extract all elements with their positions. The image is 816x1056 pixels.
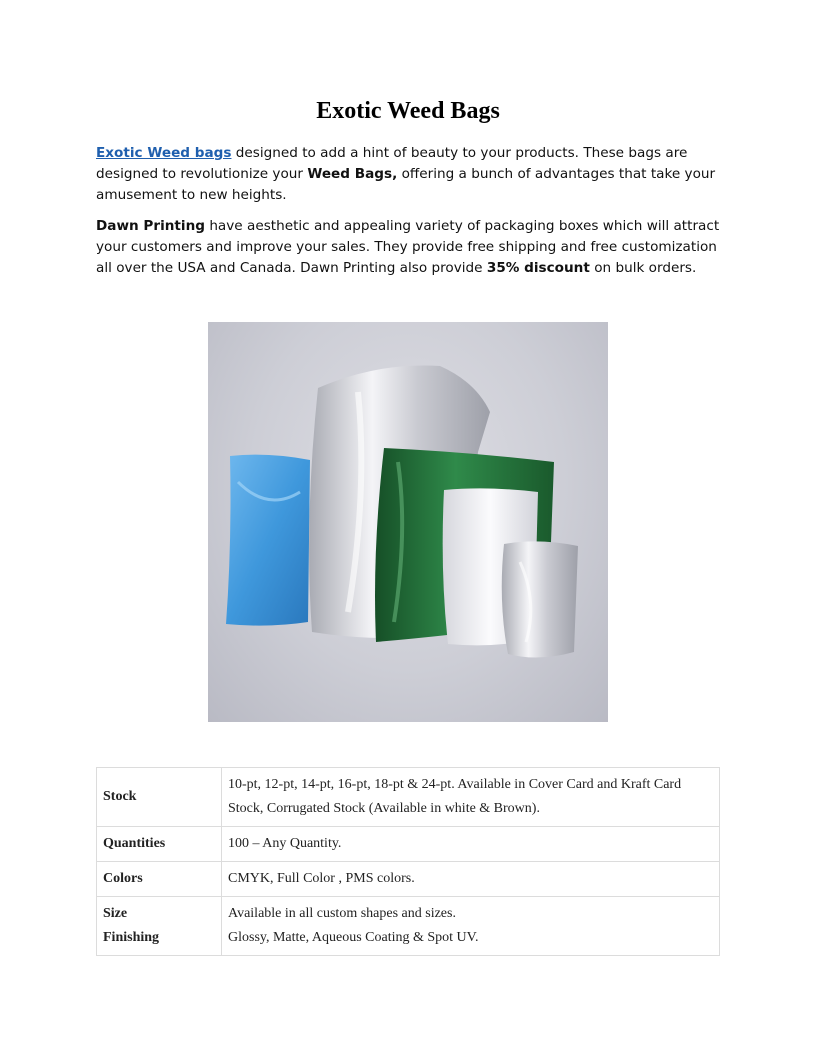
finishing-label: Finishing — [103, 930, 160, 945]
company-name-bold: Dawn Printing — [96, 218, 205, 234]
size-value: Available in all custom shapes and sizes. — [228, 906, 456, 921]
stock-value — [222, 768, 720, 827]
finishing-value: Glossy, Matte, Aqueous Coating & Spot UV. — [228, 930, 479, 945]
company-text-a: have aesthetic and appealing variety of packaging boxes which will attract your customers and improve your sales. They provide free shipping and free customization all over the USA and Canada. Dawn Printing also provide — [96, 218, 720, 276]
company-paragraph — [96, 216, 720, 279]
stock-value-line1: 10-pt, 12-pt, 14-pt, 16-pt, 18-pt & 24-pt. Available in Cover Card and Kraft Card — [228, 777, 682, 792]
discount-bold: 35% discount — [486, 260, 590, 276]
small-silver-bag — [502, 541, 578, 657]
exotic-weed-bags-link[interactable]: Exotic Weed bags — [96, 145, 232, 161]
specs-table — [96, 767, 720, 956]
size-label: Size — [103, 906, 128, 921]
intro-text-b: offering a bunch of advantages that take your amusement to new heights. — [96, 166, 716, 203]
blue-bag — [226, 455, 310, 626]
company-text-b: on bulk orders. — [589, 260, 697, 276]
table-row — [97, 827, 720, 862]
size-finishing-label — [97, 897, 222, 956]
weed-bags-bold: Weed Bags, — [307, 166, 398, 182]
intro-text-a: designed to add a hint of beauty to your products. These bags are designed to revolutionize your — [96, 145, 688, 182]
page-title: Exotic Weed Bags — [316, 98, 500, 124]
colors-label: Colors — [97, 862, 222, 897]
size-finishing-value — [222, 897, 720, 956]
packaging-bags-illustration — [208, 322, 608, 722]
intro-paragraph — [96, 143, 720, 206]
stock-value-line2: Stock, Corrugated Stock (Available in white & Brown). — [228, 801, 540, 816]
stock-label: Stock — [97, 768, 222, 827]
table-row — [97, 862, 720, 897]
product-photo — [208, 322, 608, 722]
table-row — [97, 897, 720, 956]
quantities-label: Quantities — [97, 827, 222, 862]
colors-value: CMYK, Full Color , PMS colors. — [222, 862, 720, 897]
table-row — [97, 768, 720, 827]
quantities-value: 100 – Any Quantity. — [222, 827, 720, 862]
